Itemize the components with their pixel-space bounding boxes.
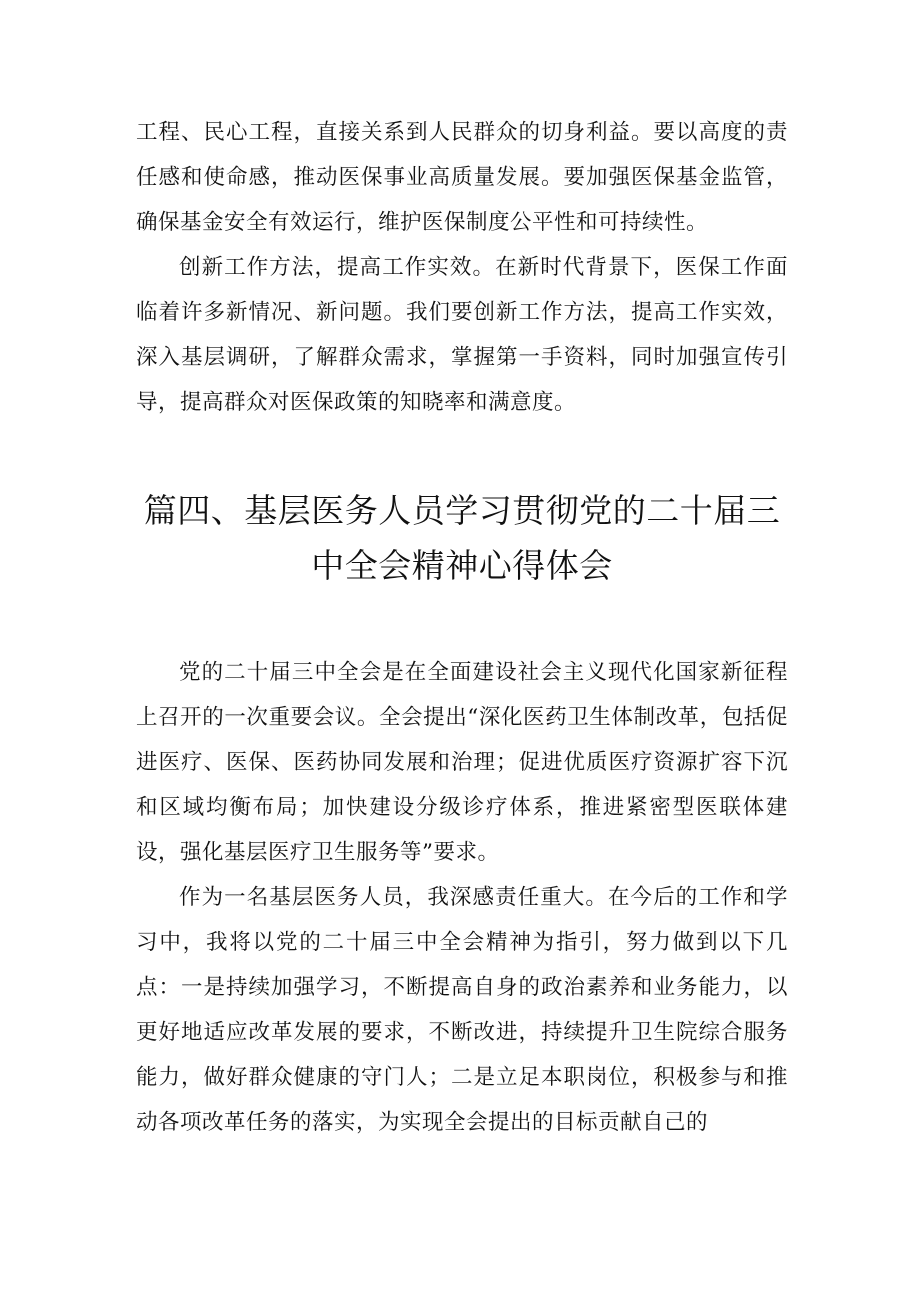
document-content bbox=[136, 110, 788, 1145]
paragraph-innovate-methods: 创新工作方法，提高工作实效。在新时代背景下，医保工作面临着许多新情况、新问题。我们要创新工作方法，提高工作实效，深入基层调研，了解群众需求，掌握第一手资料，同时加强宣传引导，提高群众对医保政策的知晓率和满意度。 bbox=[136, 255, 788, 415]
heading-line-2: 中全会精神心得体会 bbox=[311, 546, 613, 585]
heading-line-1: 篇四、基层医务人员学习贯彻党的二十届三 bbox=[143, 491, 781, 530]
section-heading bbox=[136, 483, 788, 593]
paragraph-plenary-intro: 党的二十届三中全会是在全面建设社会主义现代化国家新征程上召开的一次重要会议。全会提出“深化医药卫生体制改革，包括促进医疗、医保、医药协同发展和治理；促进优质医疗资源扩容下沉和区域均衡布局；加快建设分级诊疗体系，推进紧密型医联体建设，强化基层医疗卫生服务等”要求。 bbox=[136, 660, 788, 865]
paragraph-personal-commitment: 作为一名基层医务人员，我深感责任重大。在今后的工作和学习中，我将以党的二十届三中全会精神为指引，努力做到以下几点：一是持续加强学习，不断提高自身的政治素养和业务能力，以更好地适应改革发展的要求，不断改进，持续提升卫生院综合服务能力，做好群众健康的守门人；二是立足本职岗位，积极参与和推动各项改革任务的落实，为实现全会提出的目标贡献自己的 bbox=[136, 885, 788, 1135]
paragraph-continued: 工程、民心工程，直接关系到人民群众的切身利益。要以高度的责任感和使命感，推动医保事业高质量发展。要加强医保基金监管，确保基金安全有效运行，维护医保制度公平性和可持续性。 bbox=[136, 120, 788, 235]
